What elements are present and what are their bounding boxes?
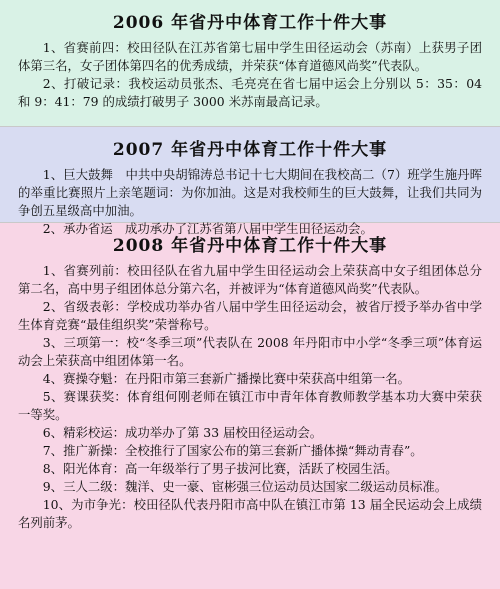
list-item: 1、巨大鼓舞 中共中央胡锦涛总书记十七大期间在我校高二（7）班学生施丹晖的举重比赛照片上亲笔题词：为你加油。这是对我校师生的巨大鼓舞，让我们共同为争创五星级高中加油。 (18, 167, 482, 218)
list-item: 7、推广新操：全校推行了国家公布的第三套新广播体操“舞动青春”。 (42, 443, 423, 458)
section-2006 (0, 0, 500, 126)
list-item: 1、省赛列前：校田径队在省九届中学生田径运动会上荣获高中女子组团体总分第二名，高中男子组团体总分第六名，并被评为“体育道德风尚奖”代表队。 (18, 263, 482, 296)
list-item: 4、赛操夺魁：在丹阳市第三套新广播操比赛中荣获高中组第一名。 (42, 371, 411, 386)
list-item: 6、精彩校运：成功举办了第 33 届校田径运动会。 (42, 425, 323, 440)
list-item: 3、三项第一：校“冬季三项”代表队在 2008 年丹阳市中小学“冬季三项”体育运动会上荣获高中组团体第一名。 (18, 335, 482, 368)
section-title: 2007 年省丹中体育工作十件大事 (112, 140, 388, 160)
list-item: 2、承办省运 成功承办了江苏省第八届中学生田径运动会。 (42, 221, 373, 236)
list-item: 8、阳光体育：高一年级举行了男子拔河比赛，活跃了校园生活。 (42, 461, 398, 476)
list-item: 1、省赛前四：校田径队在江苏省第七届中学生田径运动会（苏南）上获男子团体第三名，女子团体第四名的优秀成绩，并荣获“体育道德风尚奖”代表队。 (18, 40, 482, 73)
list-item: 2、省级表彰：学校成功举办省八届中学生田径运动会，被省厅授予举办省中学生体育竞赛“最佳组织奖”荣誉称号。 (18, 299, 482, 332)
section-2008 (0, 222, 500, 589)
section-title: 2006 年省丹中体育工作十件大事 (112, 13, 388, 33)
section-title: 2008 年省丹中体育工作十件大事 (112, 236, 388, 256)
list-item: 10、为市争光：校田径队代表丹阳市高中队在镇江市第 13 届全民运动会上成绩名列前茅。 (18, 497, 482, 530)
list-item: 5、赛课获奖：体育组何刚老师在镇江市中青年体育教师教学基本功大赛中荣获一等奖。 (18, 389, 482, 422)
list-item: 2、打破记录：我校运动员张杰、毛亮亮在省七届中运会上分别以 5：35：04 和 9：41：79 的成绩打破男子 3000 米苏南最高记录。 (18, 76, 482, 109)
list-item: 9、三人二级：魏洋、史一豪、宦彬强三位运动员达国家二级运动员标准。 (42, 479, 448, 494)
section-2007 (0, 126, 500, 236)
